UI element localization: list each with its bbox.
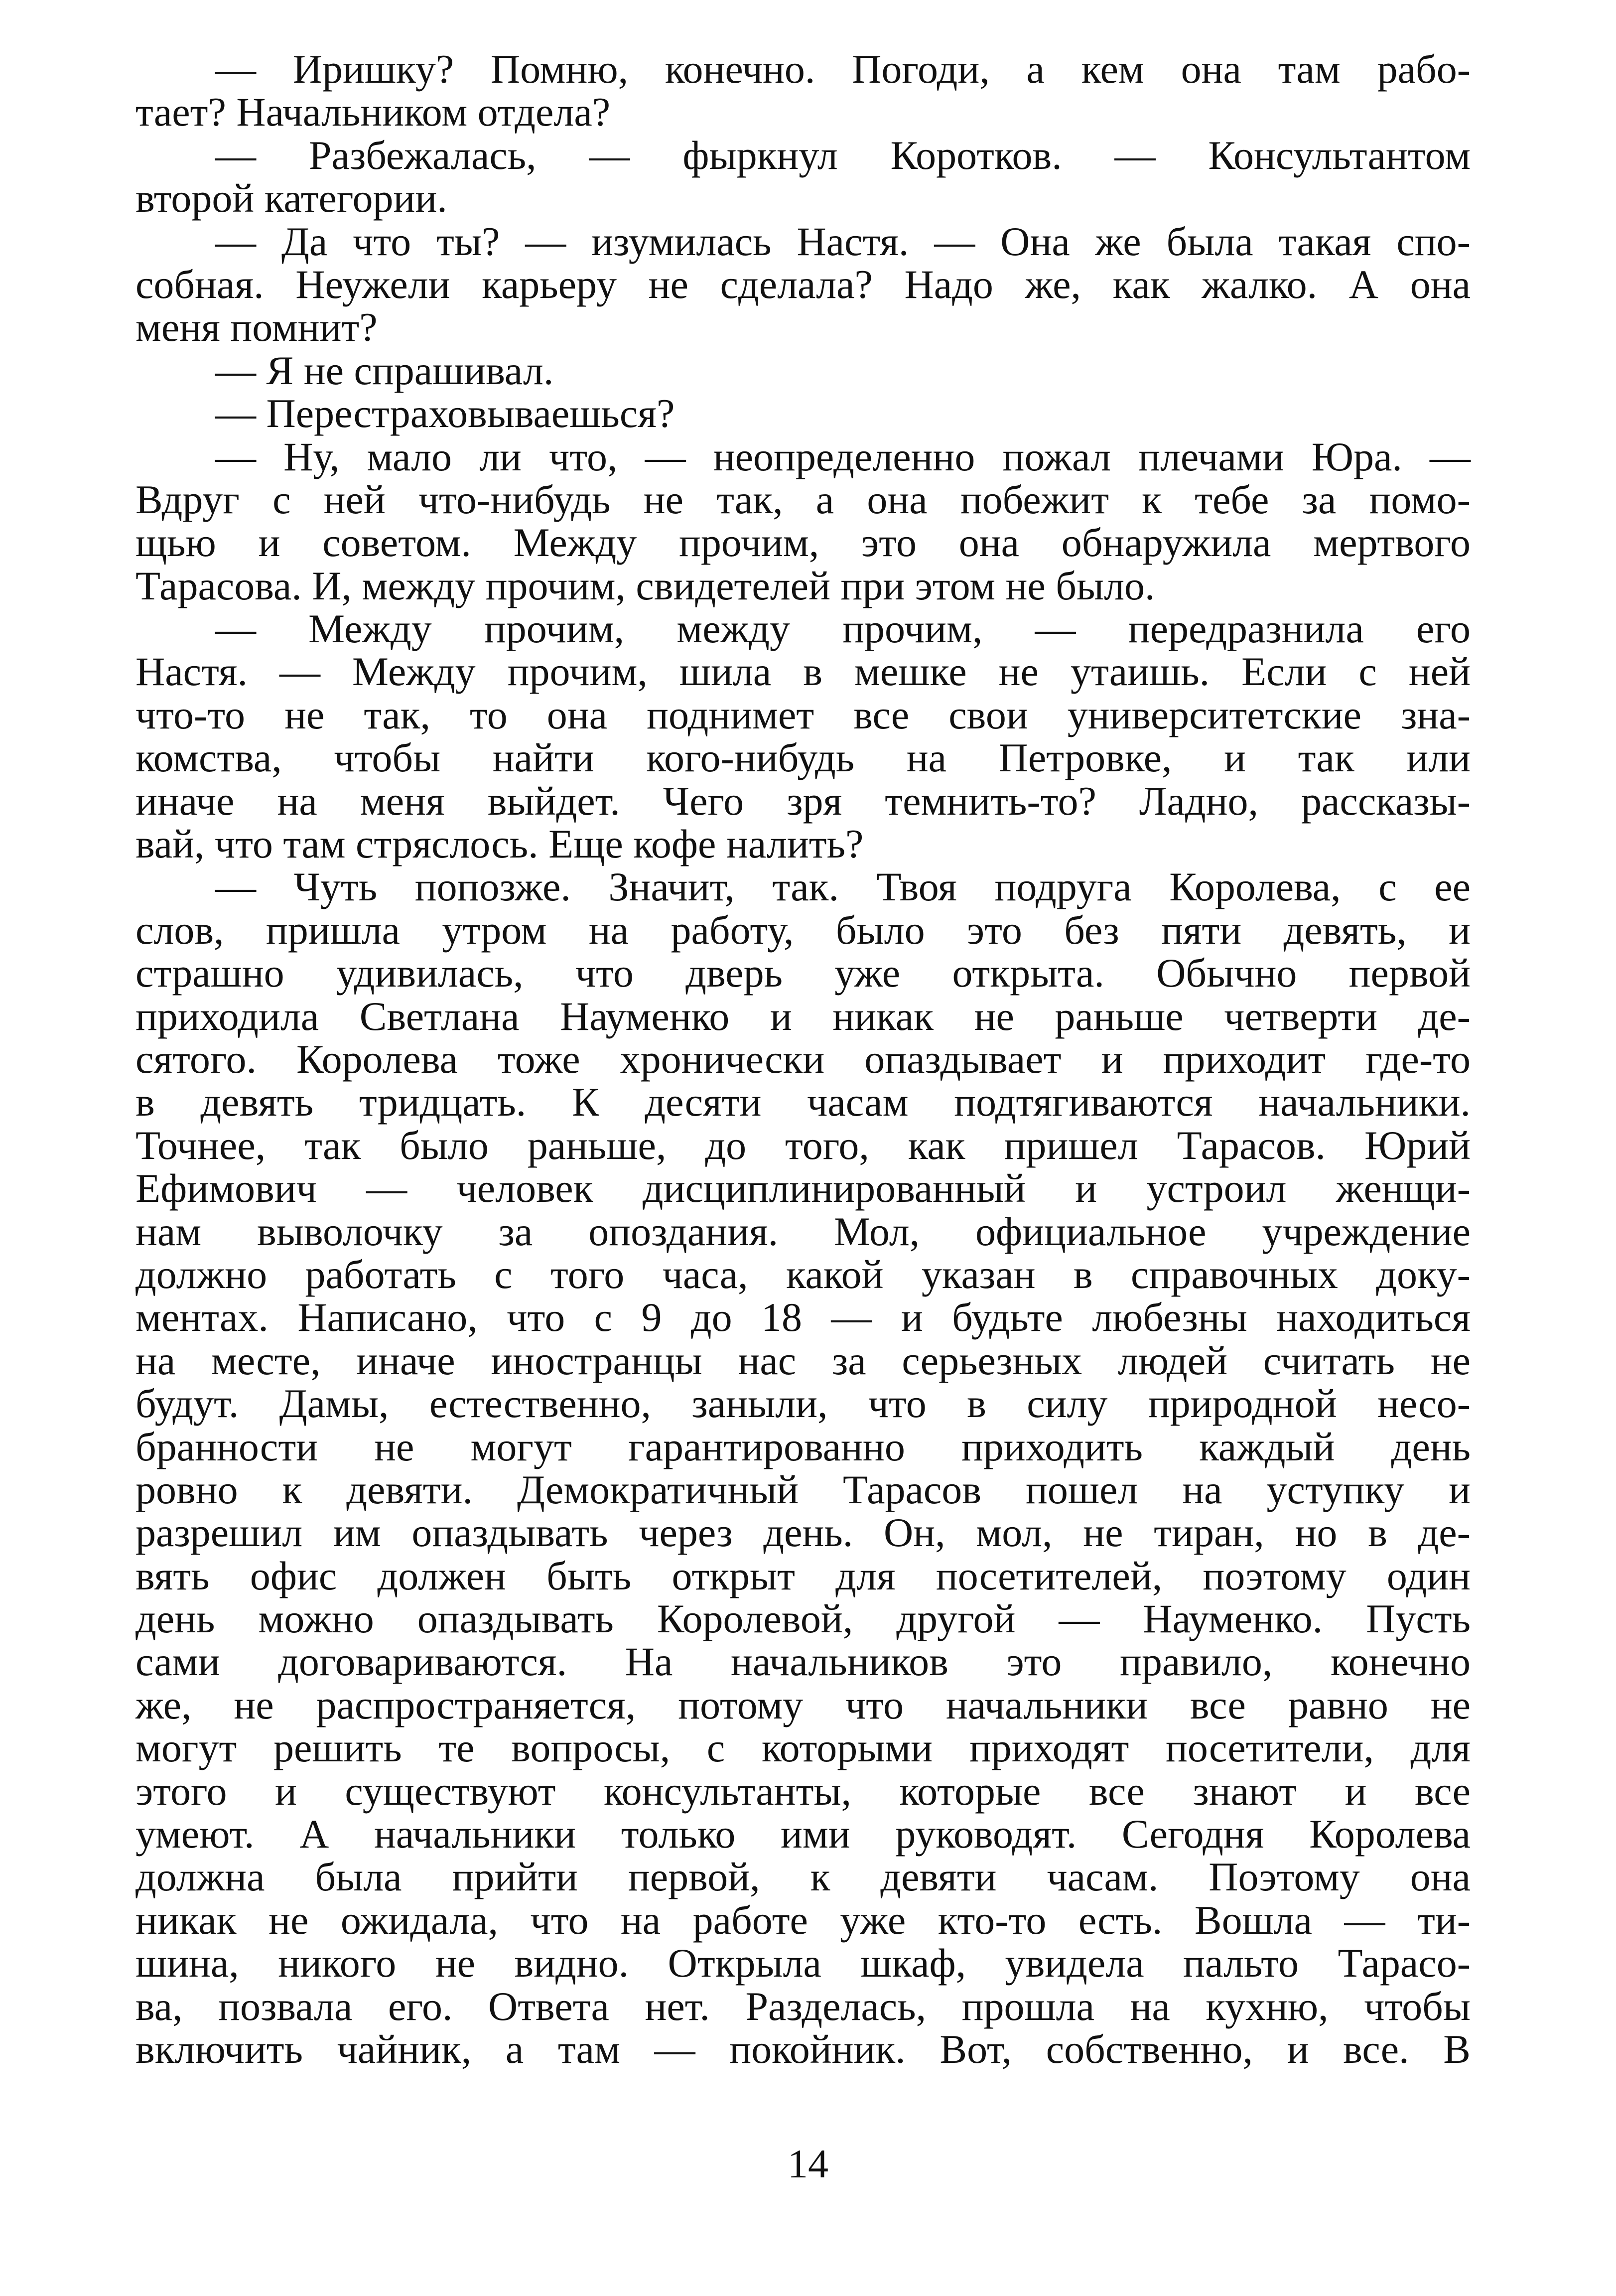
text-line: Тарасова. И, между прочим, свидетелей при этом не было. [135,563,1155,608]
text-line: сятого. Королева тоже хронически опаздывает и приходит где-то [135,1036,1471,1082]
text-line: на месте, иначе иностранцы нас за серьезных людей считать не [135,1337,1471,1383]
text-line: ва, позвала его. Ответа нет. Разделась, прошла на кухню, чтобы [135,1983,1471,2029]
text-line: могут решить те вопросы, с которыми приходят посетители, для [135,1725,1471,1771]
text-line: что-то не так, то она поднимет все свои университетские зна- [135,692,1471,737]
text-line: день можно опаздывать Королевой, другой — Науменко. Пусть [135,1596,1471,1642]
text-line: тает? Начальником отдела? [135,89,611,135]
text-line: же, не распространяется, потому что начальники все равно не [135,1682,1471,1727]
text-line: меня помнит? [135,304,378,350]
text-line: бранности не могут гарантированно приходить каждый день [135,1424,1471,1469]
text-line: — Чуть попозже. Значит, так. Твоя подруга Королева, с ее [215,864,1471,910]
text-line: вять офис должен быть открыт для посетителей, поэтому один [135,1553,1471,1598]
text-line: умеют. А начальники только ими руководят. Сегодня Королева [135,1811,1471,1857]
text-line: собная. Неужели карьеру не сделала? Надо же, как жалко. А она [135,261,1471,307]
text-line: — Перестраховываешься? [215,391,675,436]
text-line: должно работать с того часа, какой указан в справочных доку- [135,1251,1471,1297]
text-line: сами договариваются. На начальников это правило, конечно [135,1639,1471,1685]
text-line: Точнее, так было раньше, до того, как пришел Тарасов. Юрий [135,1122,1471,1168]
body-text [135,48,1471,2071]
text-line: слов, пришла утром на работу, было это без пяти девять, и [135,907,1471,953]
text-line: Настя. — Между прочим, шила в мешке не утаишь. Если с ней [135,649,1471,695]
text-line: нам выволочку за опоздания. Мол, официальное учреждение [135,1208,1471,1254]
page-number: 14 [788,2141,828,2186]
text-line: ровно к девяти. Демократичный Тарасов пошел на уступку и [135,1466,1471,1512]
text-line: страшно удивилась, что дверь уже открыта. Обычно первой [135,950,1471,996]
text-line: будут. Дамы, естественно, заныли, что в силу природной несо- [135,1381,1471,1427]
text-line: — Я не спрашивал. [215,347,554,393]
text-line: — Между прочим, между прочим, — передразнила его [215,606,1471,652]
text-line: — Иришку? Помню, конечно. Погоди, а кем она там рабо- [215,46,1471,92]
text-line: этого и существуют консультанты, которые все знают и все [135,1768,1471,1814]
text-line: вай, что там стряслось. Еще кофе налить? [135,821,864,867]
text-line: комства, чтобы найти кого-нибудь на Петровке, и так или [135,735,1471,781]
text-line: — Да что ты? — изумилась Настя. — Она же была такая спо- [215,218,1471,264]
text-line: в девять тридцать. К десяти часам подтягиваются начальники. [135,1079,1471,1125]
text-line: — Разбежалась, — фыркнул Коротков. — Консультантом [215,132,1471,178]
text-line: ментах. Написано, что с 9 до 18 — и будьте любезны находиться [135,1294,1471,1340]
text-line: второй категории. [135,175,447,221]
text-line: должна была прийти первой, к девяти часам. Поэтому она [135,1854,1471,1900]
text-line: Ефимович — человек дисциплинированный и устроил женщи- [135,1165,1471,1211]
text-line: иначе на меня выйдет. Чего зря темнить-то? Ладно, рассказы- [135,778,1471,824]
text-line: включить чайник, а там — покойник. Вот, собственно, и все. В [135,2026,1471,2072]
text-line: разрешил им опаздывать через день. Он, мол, не тиран, но в де- [135,1510,1471,1556]
text-line: приходила Светлана Науменко и никак не раньше четверти де- [135,993,1471,1039]
text-line: Вдруг с ней что-нибудь не так, а она побежит к тебе за помо- [135,476,1471,522]
text-line: — Ну, мало ли что, — неопределенно пожал плечами Юра. — [215,433,1471,479]
text-line: шина, никого не видно. Открыла шкаф, увидела пальто Тарасо- [135,1940,1471,1986]
text-line: никак не ожидала, что на работе уже кто-то есть. Вошла — ти- [135,1897,1471,1943]
text-line: щью и советом. Между прочим, это она обнаружила мертвого [135,520,1471,566]
